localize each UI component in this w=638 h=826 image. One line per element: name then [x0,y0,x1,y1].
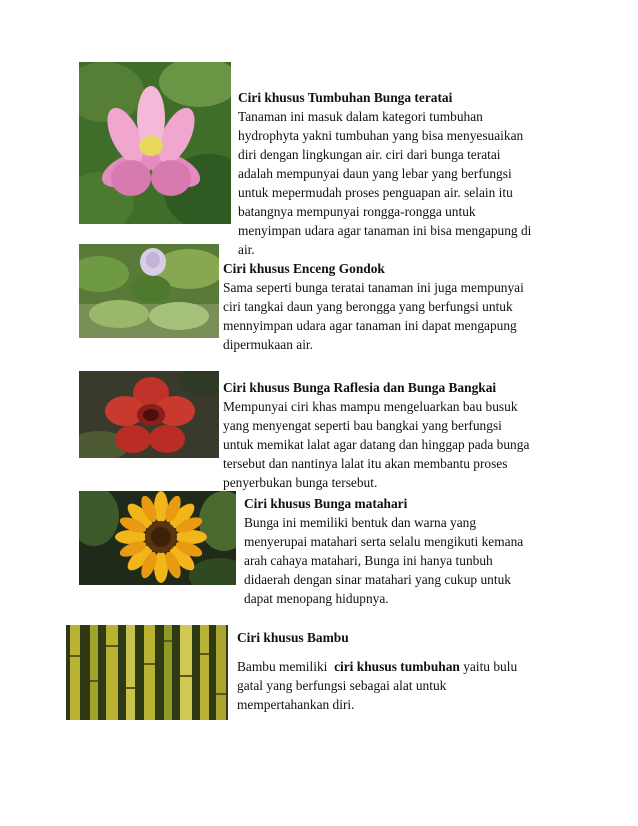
section-water-hyacinth [223,259,524,354]
body-line: dipermukaan air. [223,337,313,352]
section-title: Ciri khusus Bunga matahari [244,496,408,511]
body-line: diri dengan lingkungan air. ciri dari bunga teratai [238,147,501,162]
body-line: Tanaman ini masuk dalam kategori tumbuhan [238,109,483,124]
body-line [237,657,517,676]
body-line: hydrophyta yakni tumbuhan yang bisa menyesuaikan [238,128,524,143]
body-line: Mempunyai ciri khas mampu mengeluarkan bau busuk [223,399,518,414]
section-title: Ciri khusus Enceng Gondok [223,261,385,276]
body-line: didaerah dengan sinar matahari yang cukup untuk [244,572,511,587]
body-text: Bambu memiliki [237,659,335,674]
section-sunflower [244,494,523,608]
body-line: adalah mempunyai daun yang lebar yang berfungsi [238,166,512,181]
body-line: Sama seperti bunga teratai tanaman ini juga mempunyai [223,280,524,295]
body-line: dapat menopang hidupnya. [244,591,389,606]
emphasis-text: ciri khusus tumbuhan [334,659,460,674]
body-line: Bunga ini memiliki bentuk dan warna yang [244,515,477,530]
section-lotus [238,88,531,259]
body-line: batangnya mempunyai rongga-rongga untuk [238,204,476,219]
body-line: air. [238,242,255,257]
body-line: mempertahankan diri. [237,697,355,712]
body-line: penyerbukan bunga tersebut. [223,475,378,490]
body-line: tersebut dan nantinya lalat itu akan membantu proses [223,456,508,471]
sunflower-image [79,491,236,585]
water-hyacinth-image [79,244,219,338]
body-line: gatal yang berfungsi sebagai alat untuk [237,678,447,693]
body-line: menyimpan udara agar tanaman ini bisa mengapung di [238,223,532,238]
body-line: untuk mepermudah proses penguapan air. selain itu [238,185,513,200]
bamboo-image [66,625,228,720]
body-line: untuk memikat lalat agar datang dan hinggap pada bunga [223,437,530,452]
section-title: Ciri khusus Tumbuhan Bunga teratai [238,90,453,105]
body-line: mennyimpan udara agar tanaman ini dapat mengapung [223,318,517,333]
rafflesia-image [79,371,219,458]
body-line: menyerupai matahari serta selalu mengikuti kemana [244,534,524,549]
lotus-image [79,62,231,224]
body-line: ciri tangkai daun yang berongga yang berfungsi untuk [223,299,513,314]
section-rafflesia [223,378,529,492]
body-text: yaitu bulu [459,659,518,674]
body-line: arah cahaya matahari, Bunga ini hanya tunbuh [244,553,493,568]
section-title: Ciri khusus Bunga Raflesia dan Bunga Bangkai [223,380,497,395]
section-title: Ciri khusus Bambu [237,630,349,645]
section-bamboo [237,628,517,714]
body-line: yang menyengat seperti bau bangkai yang berfungsi [223,418,502,433]
